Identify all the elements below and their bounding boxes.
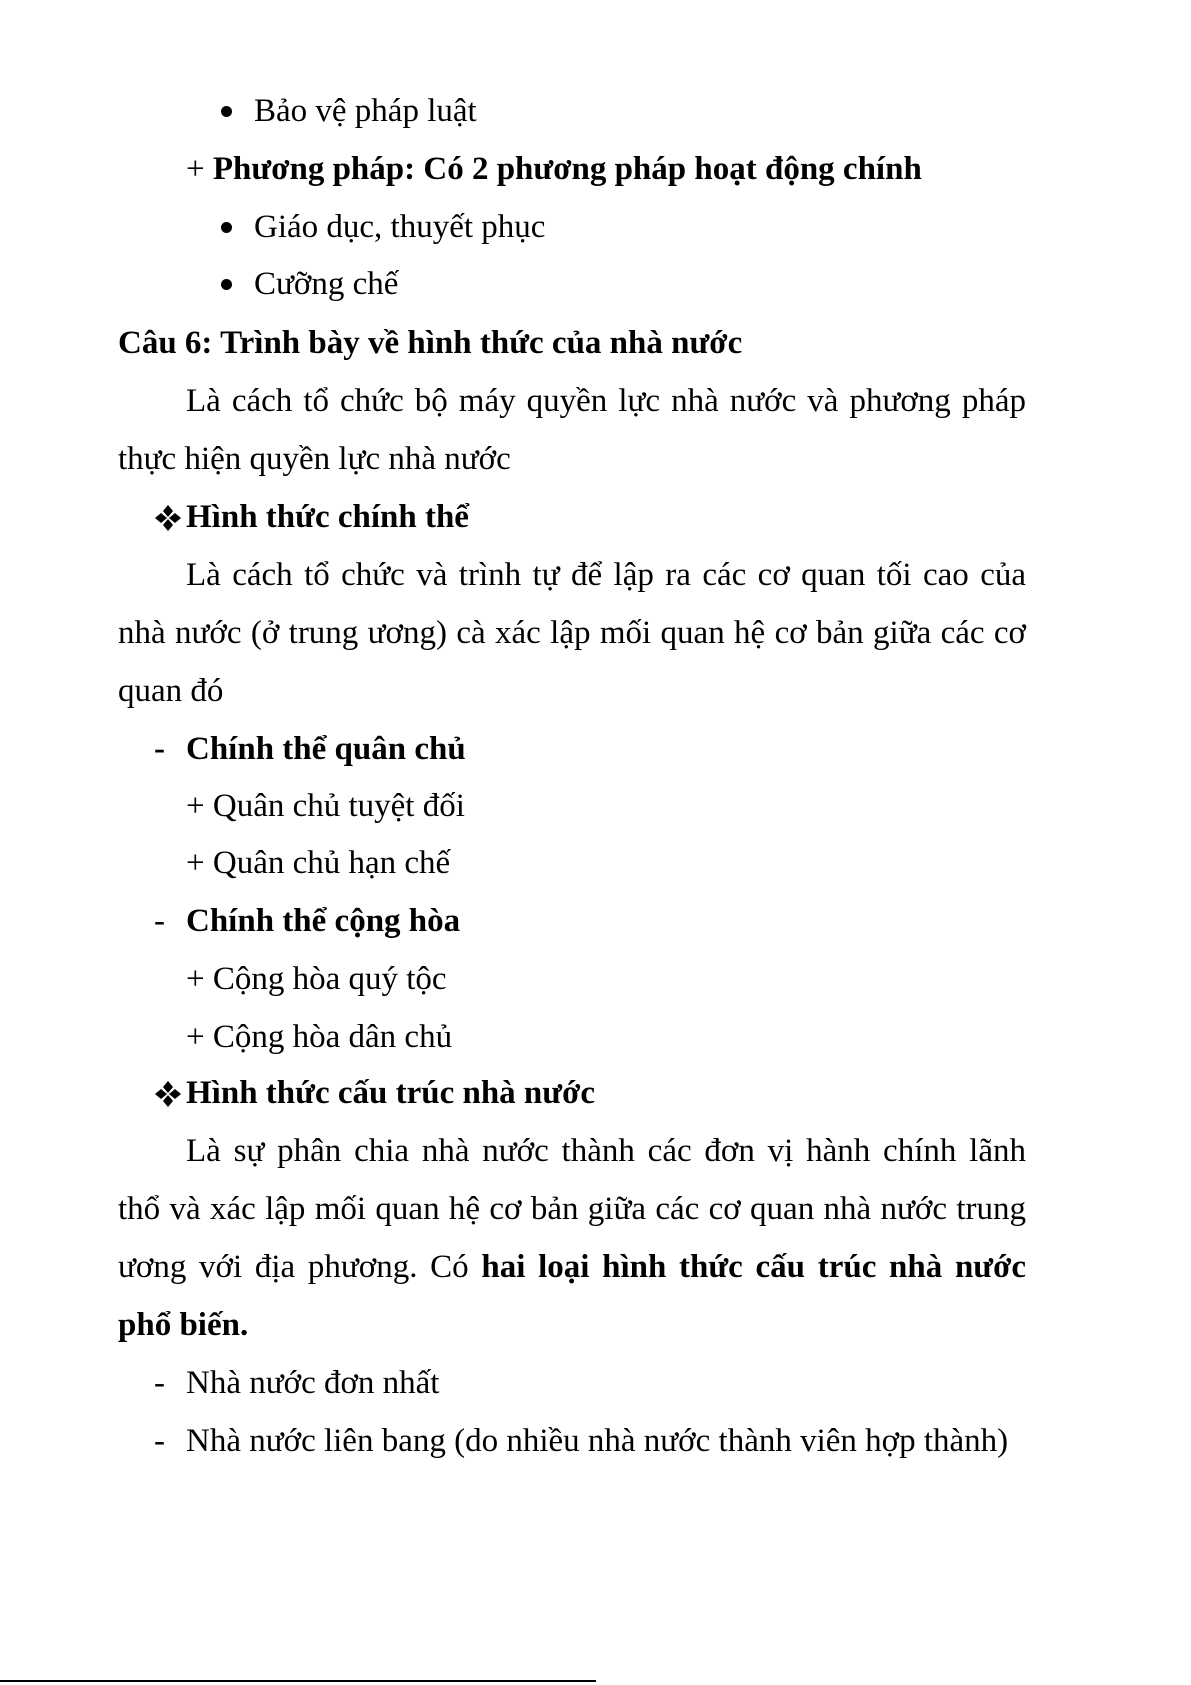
cau-truc-line-3-bold: hai loại hình thức cấu trúc nhà nước (481, 1249, 1027, 1285)
cau-truc-definition-line-3 (118, 1247, 1026, 1287)
lien-bang-item: Nhà nước liên bang (do nhiều nhà nước thành viên hợp thành) (186, 1423, 1009, 1459)
dash-marker: - (154, 1423, 165, 1459)
chinh-the-definition-line-1: Là cách tổ chức và trình tự để lập ra các cơ quan tối cao của (186, 557, 1026, 593)
chinh-the-heading: Hình thức chính thể (186, 499, 469, 535)
bullet-dot-icon (221, 222, 232, 233)
hinh-thuc-definition-line-2: thực hiện quyền lực nhà nước (118, 441, 511, 477)
bullet-item-giao-duc: Giáo dục, thuyết phục (254, 209, 546, 245)
four-diamond-icon (153, 1079, 183, 1109)
footer-divider (0, 1680, 596, 1682)
four-diamond-icon (153, 503, 183, 533)
chinh-the-definition-line-3: quan đó (118, 673, 224, 709)
cau-truc-definition-line-1: Là sự phân chia nhà nước thành các đơn vị hành chính lãnh (186, 1133, 1026, 1169)
bullet-dot-icon (221, 106, 232, 117)
hinh-thuc-definition-line-1: Là cách tổ chức bộ máy quyền lực nhà nước và phương pháp (186, 383, 1026, 419)
phuong-phap-heading: Phương pháp: Có 2 phương pháp hoạt động chính (212, 151, 922, 187)
cau-truc-heading: Hình thức cấu trúc nhà nước (186, 1075, 596, 1111)
cau-truc-definition-line-2: thổ và xác lập mối quan hệ cơ bản giữa các cơ quan nhà nước trung (118, 1191, 1026, 1227)
question-6-heading: Câu 6: Trình bày về hình thức của nhà nước (118, 325, 743, 361)
quan-chu-heading: Chính thể quân chủ (186, 731, 466, 767)
bullet-item-bao-ve: Bảo vệ pháp luật (254, 93, 477, 129)
dash-marker: - (154, 1365, 165, 1401)
bullet-dot-icon (221, 279, 232, 290)
quan-chu-tuyet-doi: + Quân chủ tuyệt đối (186, 788, 465, 824)
dash-marker: - (154, 731, 165, 767)
cau-truc-line-3-normal: ương với địa phương. Có (118, 1249, 469, 1285)
phuong-phap-line (186, 149, 922, 189)
cong-hoa-dan-chu: + Cộng hòa dân chủ (186, 1019, 453, 1055)
don-nhat-item: Nhà nước đơn nhất (186, 1365, 440, 1401)
bullet-item-cuong-che: Cưỡng chế (254, 266, 399, 302)
quan-chu-han-che: + Quân chủ hạn chế (186, 845, 451, 881)
cau-truc-definition-line-4: phổ biến. (118, 1307, 249, 1343)
dash-marker: - (154, 903, 165, 939)
chinh-the-definition-line-2: nhà nước (ở trung ương) cà xác lập mối quan hệ cơ bản giữa các cơ (118, 615, 1026, 651)
cong-hoa-quy-toc: + Cộng hòa quý tộc (186, 961, 447, 997)
cong-hoa-heading: Chính thể cộng hòa (186, 903, 461, 939)
plus-prefix: + (186, 151, 213, 187)
